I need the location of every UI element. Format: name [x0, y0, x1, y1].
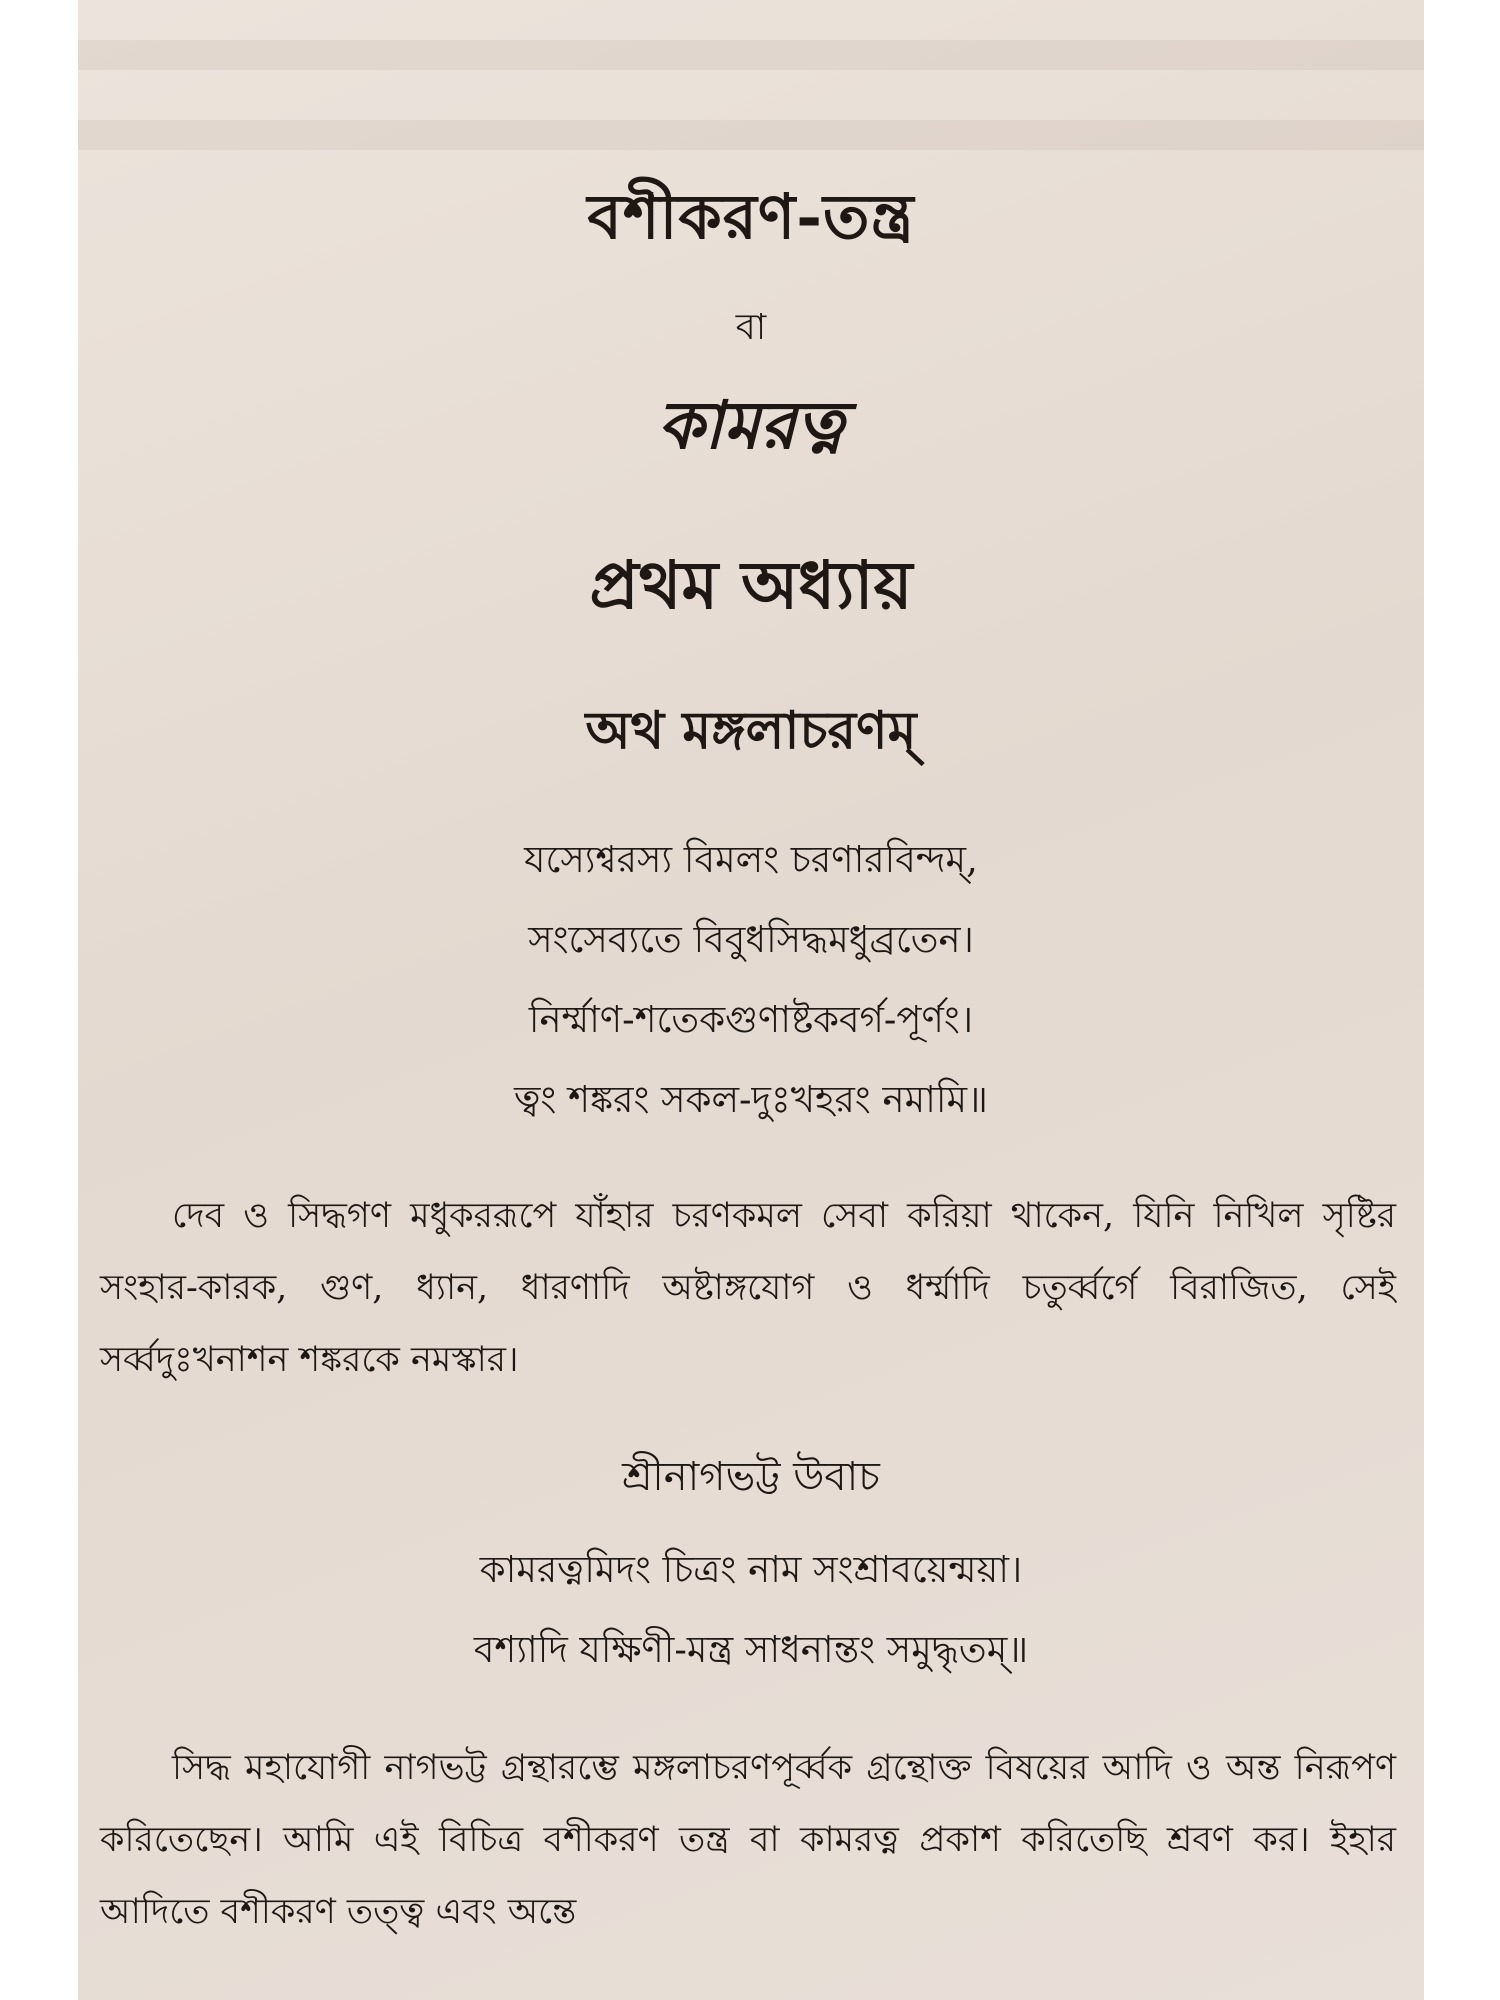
verse-line: ত্বং শঙ্করং সকল-দুঃখহরং নমামি॥ [514, 1078, 988, 1121]
verse-line: সংসেব্যতে বিবুধসিদ্ধমধুব্রতেন। [528, 918, 974, 961]
chapter-heading: প্রথম অধ্যায় [589, 546, 913, 624]
book-page [78, 0, 1424, 2000]
verse-line: কামরত্নমিদং চিত্রং নাম সংশ্রাবয়েন্ময়া। [479, 1548, 1023, 1591]
verse-line: নির্ম্মাণ-শতেকগুণাষ্টকবর্গ-পূর্ণং। [528, 998, 974, 1041]
conjunction-or: বা [735, 307, 767, 348]
verse-commentary: সিদ্ধ মহাযোগী নাগভট্ট গ্রন্থারম্ভে মঙ্গলাচরণপূর্ব্বক গ্রন্থোক্ত বিষয়ের আদি ও অন্ত নিরূপণ করিতেছেন। আমি এই বিচিত্র বশীকরণ তন্ত্র বা কামরত্ন প্রকাশ করিতেছি শ্রবণ কর। ইহার আদিতে বশীকরণ তত্ত্ব এবং অন্তে [100, 1748, 1396, 1932]
verse-line: বশ্যাদি যক্ষিণী-মন্ত্র সাধনান্তং সমুদ্ধৃতম্॥ [473, 1628, 1029, 1671]
book-title: বশীকরণ-তন্ত্র [587, 180, 915, 253]
sanskrit-verse [78, 820, 1424, 1140]
show-through-text [78, 40, 1424, 70]
invocation-heading: অথ মঙ্গলাচরণম্ [585, 700, 917, 761]
book-subtitle: কামরত্ন [657, 386, 845, 464]
sanskrit-verse [78, 1530, 1424, 1690]
show-through-text [78, 120, 1424, 150]
speaker-heading: শ্রীনাগভট্ট উবাচ [622, 1454, 880, 1500]
verse-line: যস্যেশ্বরস্য বিমলং চরণারবিন্দম্, [524, 838, 978, 881]
verse-commentary: দেব ও সিদ্ধগণ মধুকররূপে যাঁহার চরণকমল সেবা করিয়া থাকেন, যিনি নিখিল সৃষ্টির সংহার-কারক, গুণ, ধ্যান, ধারণাদি অষ্টাঙ্গযোগ ও ধর্ম্মাদি চতুর্ব্বর্গে বিরাজিত, সেই সর্ব্বদুঃখনাশন শঙ্করকে নমস্কার। [100, 1196, 1396, 1380]
